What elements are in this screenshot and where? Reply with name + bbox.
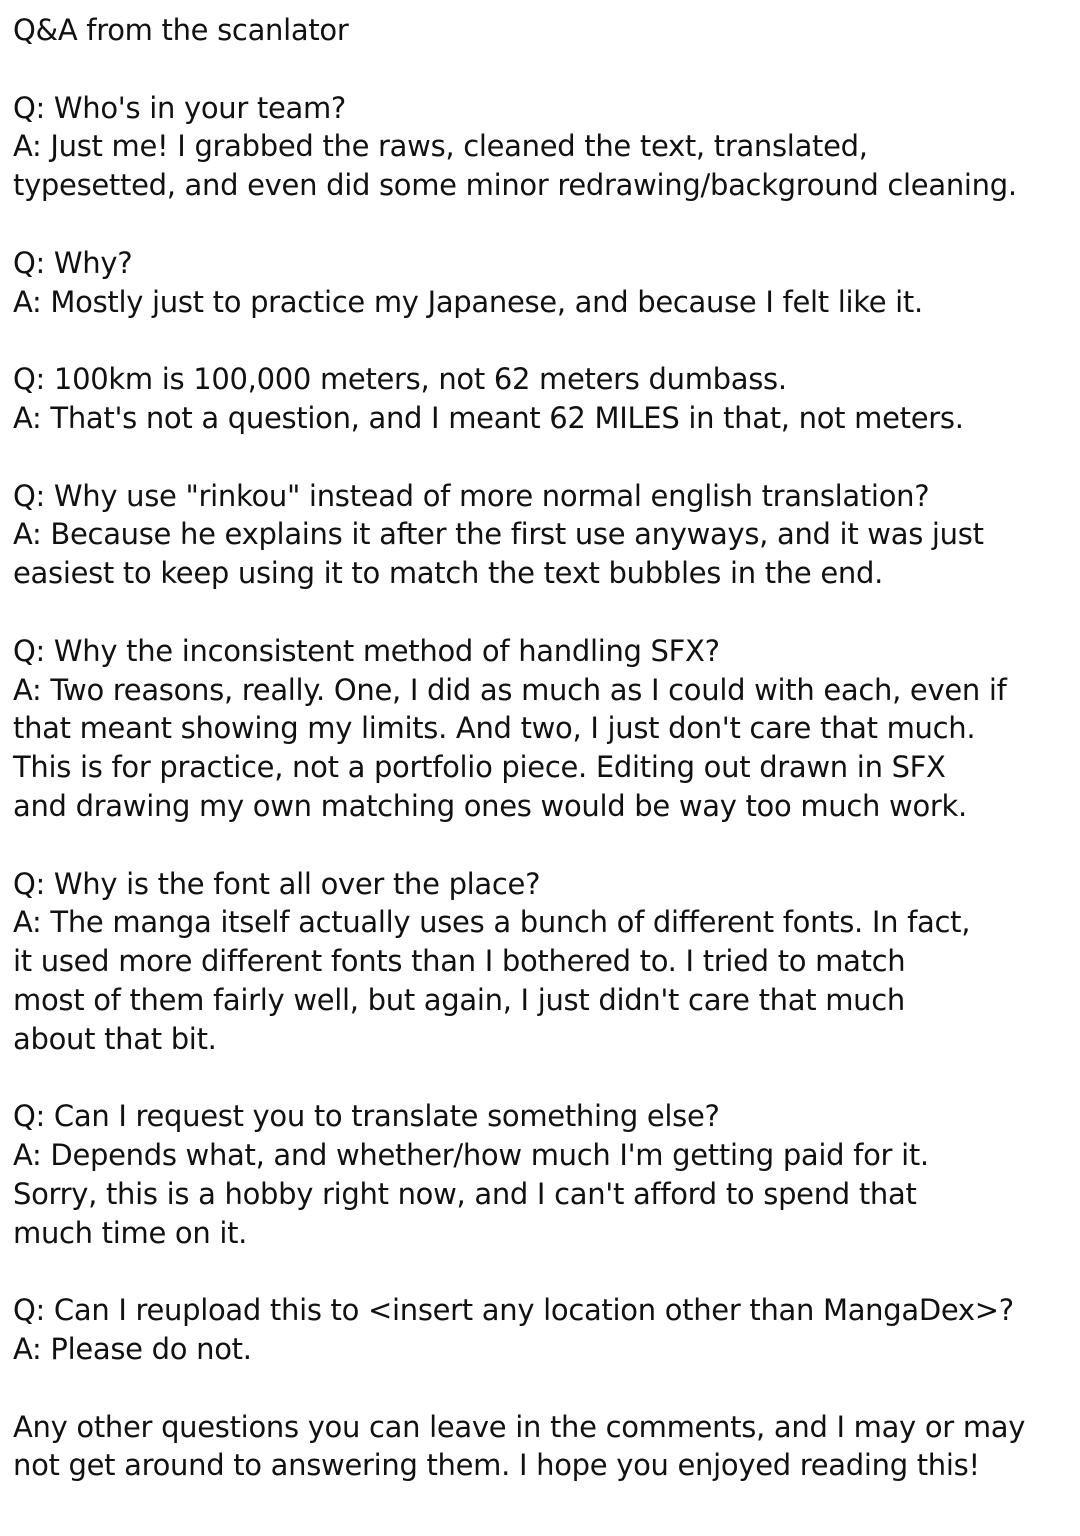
question: Q: Why use "rinkou" instead of more normal english translation? [13,478,930,513]
closing-paragraph [13,1408,1073,1486]
spacer [13,826,1073,865]
answer-line: easiest to keep using it to match the text bubbles in the end. [13,556,883,591]
answer-line: typesetted, and even did some minor redrawing/background cleaning. [13,168,1017,203]
spacer [13,321,1073,360]
answer-line: Sorry, this is a hobby right now, and I can't afford to spend that [13,1176,917,1211]
answer-line: A: Depends what, and whether/how much I'm getting paid for it. [13,1138,929,1173]
qa-section [13,865,1073,1059]
answer-line: A: Just me! I grabbed the raws, cleaned the text, translated, [13,129,868,164]
answer-line: it used more different fonts than I bothered to. I tried to match [13,944,906,979]
answer-line: A: Please do not. [13,1332,252,1367]
answer-line: This is for practice, not a portfolio piece. Editing out drawn in SFX [13,750,946,785]
question: Q: Can I reupload this to <insert any location other than MangaDex>? [13,1293,1014,1328]
spacer [13,593,1073,632]
question: Q: 100km is 100,000 meters, not 62 meters dumbass. [13,362,787,397]
closing-line: not get around to answering them. I hope you enjoyed reading this! [13,1448,980,1483]
answer-line: much time on it. [13,1215,248,1250]
question: Q: Who's in your team? [13,90,347,125]
answer-line: A: That's not a question, and I meant 62 MILES in that, not meters. [13,400,964,435]
question: Q: Why the inconsistent method of handling SFX? [13,633,720,668]
closing-line: Any other questions you can leave in the comments, and I may or may [13,1409,1026,1444]
qa-section [13,244,1073,322]
spacer [13,1369,1073,1408]
spacer [13,205,1073,244]
answer-line: about that bit. [13,1021,217,1056]
spacer [13,1059,1073,1098]
qa-document [13,11,1073,1485]
spacer [13,438,1073,477]
answer-line: A: Two reasons, really. One, I did as much as I could with each, even if [13,672,1007,707]
answer-line: A: Because he explains it after the first use anyways, and it was just [13,517,984,552]
page-title: Q&A from the scanlator [13,13,349,47]
qa-section [13,477,1073,593]
qa-section [13,360,1073,438]
qa-section [13,89,1073,205]
spacer [13,1253,1073,1292]
answer-line: A: Mostly just to practice my Japanese, and because I felt like it. [13,284,923,319]
answer-line: that meant showing my limits. And two, I just don't care that much. [13,711,976,746]
question: Q: Can I request you to translate something else? [13,1099,720,1134]
question: Q: Why? [13,245,133,280]
answer-line: and drawing my own matching ones would be way too much work. [13,788,967,823]
answer-line: A: The manga itself actually uses a bunch of different fonts. In fact, [13,905,971,940]
qa-section [13,1291,1073,1369]
qa-section [13,632,1073,826]
question: Q: Why is the font all over the place? [13,866,541,901]
answer-line: most of them fairly well, but again, I just didn't care that much [13,982,905,1017]
spacer [13,50,1073,89]
qa-section [13,1097,1073,1252]
